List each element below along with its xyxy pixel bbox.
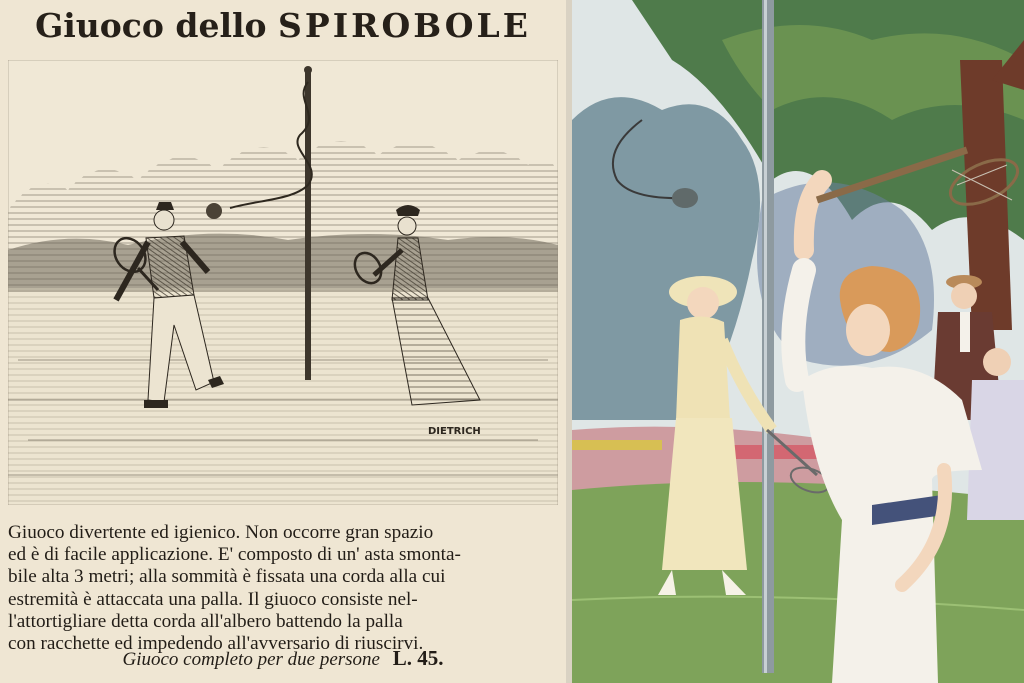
description-line: bile alta 3 metri; alla sommità è fissata una corda alla cui (8, 566, 446, 588)
spirobole-pole (762, 0, 774, 673)
description-line: Giuoco divertente ed igienico. Non occorre gran spazio (8, 522, 434, 543)
description-text (8, 522, 560, 655)
price-value: L. 45. (392, 646, 444, 670)
advertisement-title (0, 6, 566, 45)
description-line: con racchette ed impedendo all'avversario di riuscirvi. (8, 633, 424, 655)
description-line: l'attortigliare detta corda all'albero battendo la palla (8, 610, 403, 632)
ball (206, 203, 222, 219)
lawn (572, 482, 1024, 683)
postcard-illustration (572, 0, 1024, 683)
ball (672, 188, 698, 208)
title-prefix: Giuoco dello (35, 6, 267, 45)
description-line: ed è di facile applicazione. E' composto di un' asta smonta- (8, 544, 461, 566)
title-game-name: SPIROBOLE (278, 6, 531, 45)
engraving-illustration (8, 60, 558, 505)
price-line (0, 646, 566, 671)
engraver-signature: DIETRICH (428, 426, 481, 437)
description-line: estremità è attaccata una palla. Il giuoco consiste nel- (8, 588, 418, 610)
price-caption: Giuoco completo per due persone (122, 649, 380, 670)
